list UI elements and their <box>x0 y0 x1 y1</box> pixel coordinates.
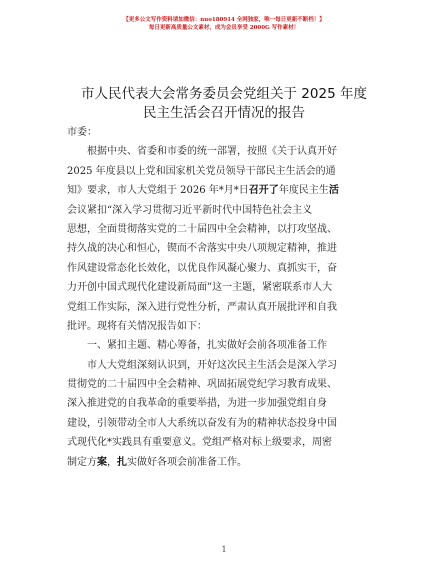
document-title-line-2: 民主生活会召开情况的报告 <box>143 105 305 121</box>
paragraph-1-line-3-bold-end: 活 <box>328 185 339 197</box>
paragraph-1-line-6: 持久战的决心和恒心，锲而不舍落实中央八项规定精神，推进 <box>67 243 337 255</box>
promo-banner-line-1: 【更多公文写作资料请加微信：nuo180914 全网独家，唯一每日更新不断档！】 <box>123 17 325 23</box>
paragraph-1-line-9: 党组工作实际，深入进行党性分析，严肃认真开展批评和自我 <box>67 301 337 313</box>
paragraph-1-line-1: 根据中央、省委和市委的统一部署，按照《关于认真开好 <box>87 146 337 158</box>
paragraph-1-line-5: 思想，全面贯彻落实党的二十届四中全会精神，以打攻坚战、 <box>67 223 337 235</box>
paragraph-1-line-7: 作风建设常态化长效化，以优良作风凝心聚力、真抓实干，奋 <box>67 262 337 274</box>
page-number: 1 <box>221 545 227 554</box>
paragraph-1-line-3-text: 知》要求，市人大党组于 2026 年*月*日 <box>67 185 249 197</box>
paragraph-1-line-4: 会议紧扣“深入学习贯彻习近平新时代中国特色社会主义 <box>67 204 313 216</box>
salutation: 市委： <box>67 127 97 138</box>
paragraph-2-line-4: 建设，引领带动全市人大系统以奋发有为的精神状态投身中国 <box>67 417 337 429</box>
promo-banner-line-2: 每日更新高质量公文素材，成为会员享受 2000G 写作素材！ <box>148 25 300 31</box>
document-body <box>67 123 385 472</box>
paragraph-2-line-1: 市人大党组深刻认识到，开好这次民主生活会是深入学习 <box>87 359 337 371</box>
paragraph-2-line-5: 式现代化*实践具有重要意义。党组严格对标上级要求，周密 <box>67 437 332 449</box>
document-title-line-1: 市人民代表大会常务委员会党组关于 2025 年度 <box>81 86 367 102</box>
paragraph-2-line-3: 深入推进党的自我革命的重要举措，为进一步加强党组自身 <box>67 398 327 410</box>
section-heading: 一、紧扣主题、精心筹备，扎实做好会前各项准备工作 <box>87 340 327 352</box>
paragraph-1-line-2: 2025 年度县以上党和国家机关党员领导干部民主生活会的通 <box>67 165 336 177</box>
paragraph-1-bold-phrase: 召开了 <box>248 185 279 197</box>
paragraph-1-line-10: 批评。现将有关情况报告如下： <box>67 320 207 332</box>
paragraph-1-line-3 <box>67 181 385 200</box>
paragraph-2-line-6: 制定方案，扎实做好各项会前准备工作。 <box>67 456 247 468</box>
paragraph-1-line-3-tail: 年度民主生 <box>278 185 329 197</box>
paragraph-1-line-8: 力开创中国式现代化建设新局面”这一主题，紧密联系市人大 <box>67 282 333 294</box>
paragraph-2-line-2: 贯彻党的二十届四中全会精神、巩固拓展党纪学习教育成果、 <box>67 379 337 391</box>
